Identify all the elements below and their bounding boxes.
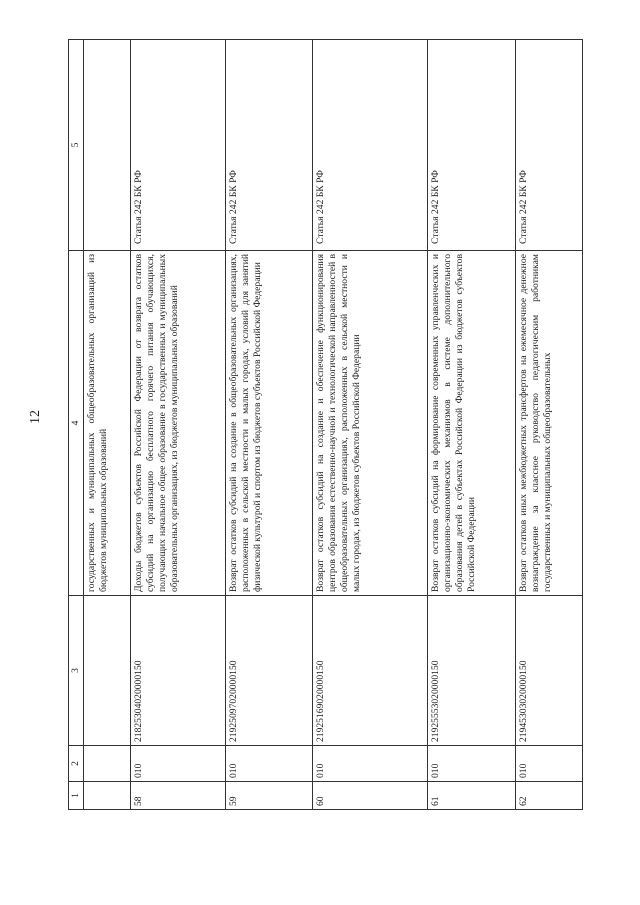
row-description: Доходы бюджетов субъектов Российской Федерации от возврата остатков субсидий на организацию бесплатного горячего питания обучающихся, получающих начальное общее образование в государственных и муниципальных образовательных организациях, из бюджетов муниципальных образований xyxy=(131,251,226,596)
budget-code: 21825304020000150 xyxy=(131,596,226,746)
table-header-row xyxy=(69,40,84,810)
cell-empty xyxy=(84,746,131,782)
legal-article: Статья 242 БК РФ xyxy=(131,40,226,251)
table-row-continuation xyxy=(84,40,131,810)
admin-code: 010 xyxy=(226,746,313,782)
row-number: 60 xyxy=(313,782,428,810)
admin-code: 010 xyxy=(313,746,428,782)
budget-code: 21945303020000150 xyxy=(516,596,583,746)
cell-empty xyxy=(84,40,131,251)
budget-code: 21925553020000150 xyxy=(428,596,516,746)
cell-empty xyxy=(84,596,131,746)
revenue-codes-table xyxy=(68,39,583,810)
table-row xyxy=(226,40,313,810)
admin-code: 010 xyxy=(428,746,516,782)
cell-empty xyxy=(84,782,131,810)
row-number: 58 xyxy=(131,782,226,810)
header-col-5: 5 xyxy=(69,40,84,251)
legal-article: Статья 242 БК РФ xyxy=(226,40,313,251)
row-description: Возврат остатков иных межбюджетных трансфертов на ежемесячное денежное вознаграждение за классное руководство педагогическим работникам государственных и муниципальных общеобразовательных xyxy=(516,251,583,596)
legal-article: Статья 242 БК РФ xyxy=(516,40,583,251)
table-row xyxy=(516,40,583,810)
continuation-text: государственных и муниципальных общеобразовательных организаций из бюджетов муниципальных образований xyxy=(84,251,131,596)
row-number: 62 xyxy=(516,782,583,810)
legal-article: Статья 242 БК РФ xyxy=(428,40,516,251)
legal-article: Статья 242 БК РФ xyxy=(313,40,428,251)
table-row xyxy=(428,40,516,810)
header-col-2: 2 xyxy=(69,746,84,782)
page-number: 12 xyxy=(28,410,43,424)
admin-code: 010 xyxy=(516,746,583,782)
row-description: Возврат остатков субсидий на создание в общеобразовательных организациях, расположенных в сельской местности и малых городах, условий для занятий физической культурой и спортом из бюджетов субъектов Российской Федерации xyxy=(226,251,313,596)
header-col-1: 1 xyxy=(69,782,84,810)
header-col-3: 3 xyxy=(69,596,84,746)
table-row xyxy=(131,40,226,810)
row-description: Возврат остатков субсидий на формирование современных управленческих и организационно-экономических механизмов в системе дополнительного образования детей в субъектах Российской Федерации из бюджетов субъектов Российской Федерации xyxy=(428,251,516,596)
budget-code: 21925097020000150 xyxy=(226,596,313,746)
table-row xyxy=(313,40,428,810)
header-col-4: 4 xyxy=(69,251,84,596)
admin-code: 010 xyxy=(131,746,226,782)
budget-code: 21925169020000150 xyxy=(313,596,428,746)
row-number: 61 xyxy=(428,782,516,810)
row-number: 59 xyxy=(226,782,313,810)
row-description: Возврат остатков субсидий на создание и обеспечение функционирования центров образования естественно-научной и технологической направленностей в общеобразовательных организациях, расположенных в сельской местности и малых городах, из бюджетов субъектов Российской Федерации xyxy=(313,251,428,596)
rotated-table-wrapper xyxy=(68,40,578,810)
